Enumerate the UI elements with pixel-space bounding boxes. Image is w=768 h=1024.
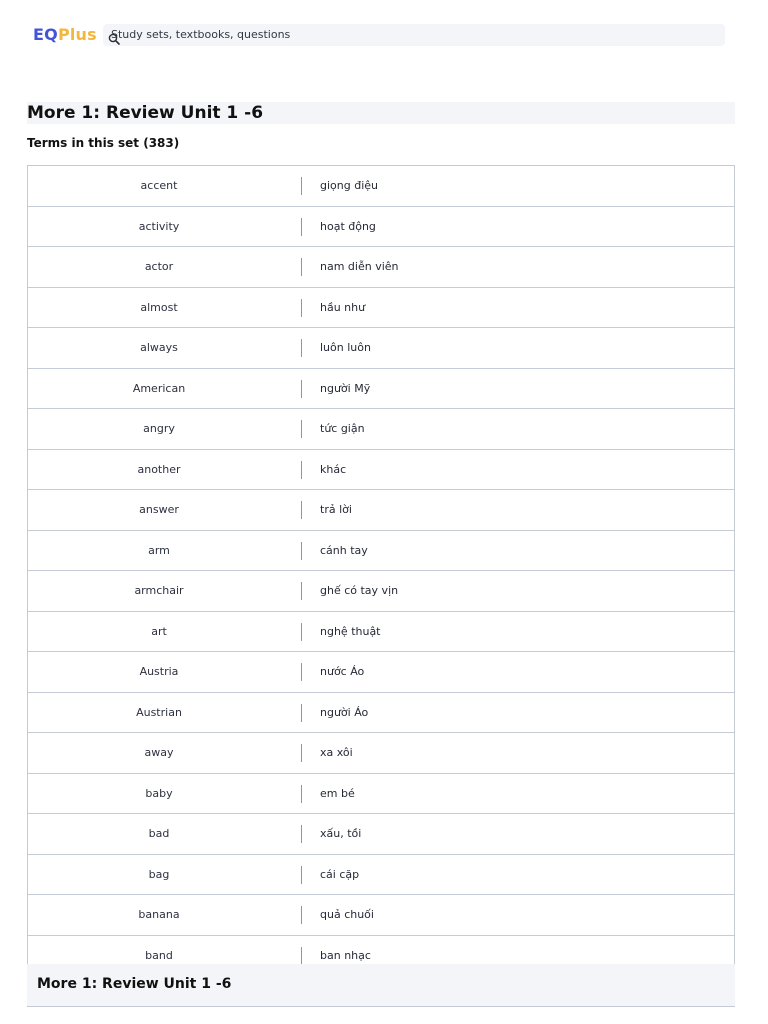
terms-count-label: Terms in this set (383)	[27, 136, 180, 150]
term-definition: ghế có tay vịn	[320, 584, 399, 597]
term-divider	[301, 461, 302, 479]
term-definition: người Mỹ	[320, 381, 371, 395]
term-definition: ban nhạc	[320, 948, 371, 962]
term-word: away	[144, 746, 174, 759]
term-word: Austrian	[136, 705, 182, 719]
term-word: baby	[145, 786, 173, 800]
term-divider	[301, 501, 302, 519]
term-definition: quả chuối	[320, 908, 374, 921]
term-definition: em bé	[320, 786, 355, 800]
term-row[interactable]	[28, 774, 734, 815]
term-word: always	[140, 341, 178, 354]
term-divider	[301, 866, 302, 884]
eqplus-logo[interactable]	[33, 25, 97, 44]
term-divider	[301, 177, 302, 195]
term-word: American	[132, 381, 186, 395]
term-row[interactable]	[28, 652, 734, 693]
term-divider	[301, 704, 302, 722]
footer-title: More 1: Review Unit 1 -6	[37, 976, 232, 992]
term-row[interactable]	[28, 369, 734, 410]
term-row[interactable]	[28, 207, 734, 248]
term-definition: nước Áo	[320, 665, 365, 678]
term-divider	[301, 299, 302, 317]
term-divider	[301, 218, 302, 236]
term-word: bag	[148, 867, 170, 881]
term-definition: cánh tay	[320, 543, 368, 557]
term-word: bad	[148, 827, 170, 840]
term-word: activity	[138, 219, 180, 233]
term-word: angry	[143, 422, 175, 435]
sticky-footer-bar	[27, 964, 735, 1007]
term-word: armchair	[134, 584, 184, 597]
term-word: banana	[138, 908, 180, 921]
term-row[interactable]	[28, 490, 734, 531]
term-divider	[301, 339, 302, 357]
term-row[interactable]	[28, 612, 734, 653]
terms-table	[27, 165, 735, 975]
term-word: art	[151, 624, 167, 638]
term-row[interactable]	[28, 814, 734, 855]
term-definition: hầu như	[320, 300, 366, 314]
term-definition: cái cặp	[320, 867, 360, 881]
term-divider	[301, 420, 302, 438]
term-definition: xa xôi	[320, 746, 353, 759]
term-row[interactable]	[28, 247, 734, 288]
term-definition: giọng điệu	[320, 179, 378, 192]
term-definition: hoạt động	[320, 219, 376, 233]
term-word: Austria	[139, 665, 179, 678]
term-divider	[301, 380, 302, 398]
term-divider	[301, 623, 302, 641]
term-divider	[301, 663, 302, 681]
term-word: band	[145, 948, 173, 962]
term-definition: tức giận	[320, 422, 365, 435]
term-row[interactable]	[28, 288, 734, 329]
term-divider	[301, 258, 302, 276]
term-row[interactable]	[28, 693, 734, 734]
term-row[interactable]	[28, 409, 734, 450]
term-divider	[301, 744, 302, 762]
term-divider	[301, 785, 302, 803]
term-definition: người Áo	[320, 705, 369, 719]
term-definition: trả lời	[320, 503, 352, 516]
term-word: another	[137, 462, 181, 476]
term-row[interactable]	[28, 895, 734, 936]
term-word: accent	[140, 179, 178, 192]
term-row[interactable]	[28, 450, 734, 491]
term-definition: khác	[320, 462, 347, 476]
term-row[interactable]	[28, 328, 734, 369]
term-word: arm	[148, 543, 170, 557]
set-title-bar	[27, 102, 735, 124]
term-definition: luôn luôn	[320, 341, 371, 354]
term-word: actor	[144, 260, 174, 273]
logo-prefix: EQ	[33, 25, 58, 44]
term-divider	[301, 825, 302, 843]
term-divider	[301, 582, 302, 600]
term-definition: nam diễn viên	[320, 260, 399, 273]
term-divider	[301, 947, 302, 965]
term-row[interactable]	[28, 855, 734, 896]
term-row[interactable]	[28, 571, 734, 612]
term-definition: nghệ thuật	[320, 624, 381, 638]
term-definition: xấu, tồi	[320, 827, 362, 840]
term-word: answer	[139, 503, 179, 516]
term-row[interactable]	[28, 733, 734, 774]
term-row[interactable]	[28, 531, 734, 572]
search-placeholder: Study sets, textbooks, questions	[111, 28, 291, 41]
term-word: almost	[140, 300, 178, 314]
top-header	[0, 0, 768, 70]
term-row[interactable]	[28, 166, 734, 207]
term-divider	[301, 906, 302, 924]
logo-suffix: Plus	[57, 25, 97, 44]
term-divider	[301, 542, 302, 560]
search-input[interactable]	[103, 24, 725, 46]
page-title: More 1: Review Unit 1 -6	[27, 103, 264, 123]
